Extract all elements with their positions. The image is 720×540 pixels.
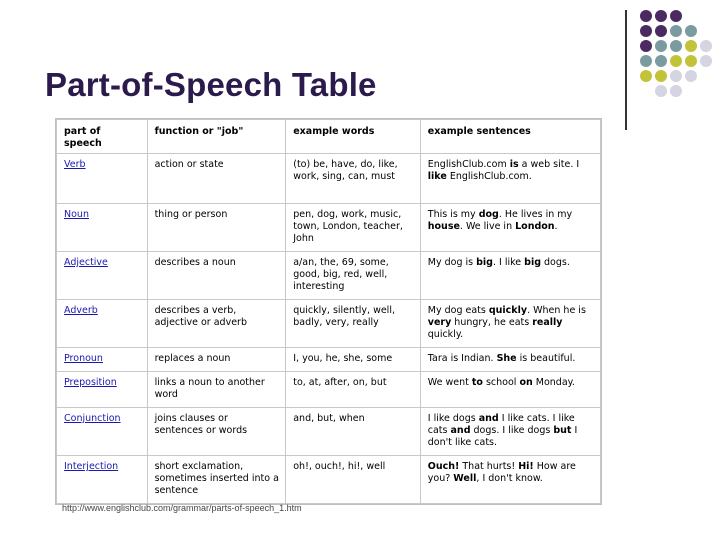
sentence-text: . — [554, 221, 558, 232]
pos-link[interactable]: Conjunction — [57, 408, 148, 456]
highlighted-word: very — [427, 317, 452, 328]
function-cell: action or state — [147, 154, 286, 204]
example-words-cell: (to) be, have, do, like, work, sing, can, must — [286, 154, 421, 204]
sentence-text: That hurts! — [459, 461, 519, 472]
highlighted-word: house — [427, 221, 460, 232]
decor-dot — [685, 25, 697, 37]
function-cell: describes a verb, adjective or adverb — [147, 300, 286, 348]
example-words-cell: a/an, the, 69, some, good, big, red, well, interesting — [286, 252, 421, 300]
decor-dot — [655, 25, 667, 37]
example-sentences-cell — [420, 204, 600, 252]
example-sentences-cell — [420, 408, 600, 456]
sentence-text: I don't like cats. — [427, 425, 578, 448]
highlighted-word: Ouch! — [427, 461, 460, 472]
sentence-text: EnglishClub.com. — [446, 171, 532, 182]
sentence-text: I like dogs — [427, 413, 479, 424]
sentence-text: , I don't know. — [476, 473, 543, 484]
function-cell: thing or person — [147, 204, 286, 252]
highlighted-word: big — [524, 257, 541, 268]
example-sentences-cell — [420, 348, 600, 372]
header-function: function or "job" — [147, 120, 286, 154]
sentence-text: . I like — [492, 257, 525, 268]
sentence-text: Monday. — [532, 377, 575, 388]
sentence-text: school — [482, 377, 520, 388]
example-sentences-cell — [420, 372, 600, 408]
highlighted-word: really — [532, 317, 563, 328]
example-sentences-cell — [420, 300, 600, 348]
sentence-text: a web site. I — [518, 159, 580, 170]
decor-dot — [670, 25, 682, 37]
pos-link[interactable]: Adverb — [57, 300, 148, 348]
highlighted-word: Hi! — [518, 461, 534, 472]
table-row — [57, 456, 601, 504]
decor-dot — [640, 25, 652, 37]
highlighted-word: like — [427, 171, 447, 182]
highlighted-word: quickly — [488, 305, 528, 316]
decor-dot — [700, 40, 712, 52]
part-of-speech-table — [55, 118, 602, 505]
sentence-text: quickly. — [427, 329, 464, 340]
table-row — [57, 408, 601, 456]
highlighted-word: London — [515, 221, 555, 232]
sentence-text: We went — [427, 377, 472, 388]
example-words-cell: pen, dog, work, music, town, London, teacher, John — [286, 204, 421, 252]
sentence-text: My dog eats — [427, 305, 489, 316]
sentence-text: . He lives in my — [498, 209, 573, 220]
decor-dot — [700, 55, 712, 67]
sentence-text: How are you? — [427, 461, 576, 484]
decor-dot — [640, 40, 652, 52]
table-row — [57, 348, 601, 372]
function-cell: describes a noun — [147, 252, 286, 300]
decorative-dot-grid — [640, 10, 718, 120]
function-cell: links a noun to another word — [147, 372, 286, 408]
pos-link[interactable]: Preposition — [57, 372, 148, 408]
function-cell: joins clauses or sentences or words — [147, 408, 286, 456]
sentence-text: is beautiful. — [516, 353, 576, 364]
sentence-text: EnglishClub.com — [427, 159, 510, 170]
example-sentences-cell — [420, 154, 600, 204]
decor-dot — [655, 55, 667, 67]
sentence-text: dogs. I like dogs — [470, 425, 554, 436]
decor-dot — [640, 10, 652, 22]
sentence-text: hungry, he eats — [451, 317, 533, 328]
pos-link[interactable]: Adjective — [57, 252, 148, 300]
example-words-cell: and, but, when — [286, 408, 421, 456]
table-row — [57, 372, 601, 408]
table-header-row — [57, 120, 601, 154]
sentence-text: . We live in — [459, 221, 516, 232]
decorative-divider — [625, 10, 627, 130]
table-row — [57, 252, 601, 300]
example-words-cell: I, you, he, she, some — [286, 348, 421, 372]
example-words-cell: oh!, ouch!, hi!, well — [286, 456, 421, 504]
sentence-text: This is my — [427, 209, 479, 220]
decor-dot — [640, 55, 652, 67]
highlighted-word: big — [476, 257, 493, 268]
decor-dot — [670, 55, 682, 67]
header-example-sentences: example sentences — [420, 120, 600, 154]
decor-dot — [685, 70, 697, 82]
highlighted-word: Well — [453, 473, 477, 484]
table-row — [57, 204, 601, 252]
decor-dot — [640, 70, 652, 82]
example-sentences-cell — [420, 252, 600, 300]
pos-link[interactable]: Pronoun — [57, 348, 148, 372]
function-cell: short exclamation, sometimes inserted into a sentence — [147, 456, 286, 504]
pos-link[interactable]: Verb — [57, 154, 148, 204]
decor-dot — [670, 40, 682, 52]
pos-link[interactable]: Interjection — [57, 456, 148, 504]
header-example-words: example words — [286, 120, 421, 154]
highlighted-word: dog — [478, 209, 499, 220]
highlighted-word: on — [519, 377, 533, 388]
example-words-cell: quickly, silently, well, badly, very, really — [286, 300, 421, 348]
decor-dot — [655, 40, 667, 52]
highlighted-word: She — [496, 353, 517, 364]
sentence-text: Tara is Indian. — [427, 353, 497, 364]
sentence-text: I like cats. I like cats — [427, 413, 575, 436]
highlighted-word: and — [478, 413, 499, 424]
decor-dot — [655, 10, 667, 22]
slide-title: Part-of-Speech Table — [45, 66, 377, 103]
function-cell: replaces a noun — [147, 348, 286, 372]
sentence-text: . When he is — [527, 305, 586, 316]
decor-dot — [685, 55, 697, 67]
example-words-cell: to, at, after, on, but — [286, 372, 421, 408]
highlighted-word: is — [509, 159, 519, 170]
decor-dot — [655, 70, 667, 82]
example-sentences-cell — [420, 456, 600, 504]
decor-dot — [655, 85, 667, 97]
highlighted-word: but — [553, 425, 572, 436]
sentence-text: My dog is — [427, 257, 477, 268]
decor-dot — [685, 40, 697, 52]
pos-link[interactable]: Noun — [57, 204, 148, 252]
source-link[interactable]: http://www.englishclub.com/grammar/parts-of-speech_1.htm — [62, 503, 302, 513]
decor-dot — [670, 10, 682, 22]
table-row — [57, 154, 601, 204]
decor-dot — [670, 85, 682, 97]
sentence-text: dogs. — [541, 257, 570, 268]
header-part-of-speech: part of speech — [57, 120, 148, 154]
highlighted-word: and — [450, 425, 471, 436]
highlighted-word: to — [471, 377, 483, 388]
table-row — [57, 300, 601, 348]
decor-dot — [670, 70, 682, 82]
